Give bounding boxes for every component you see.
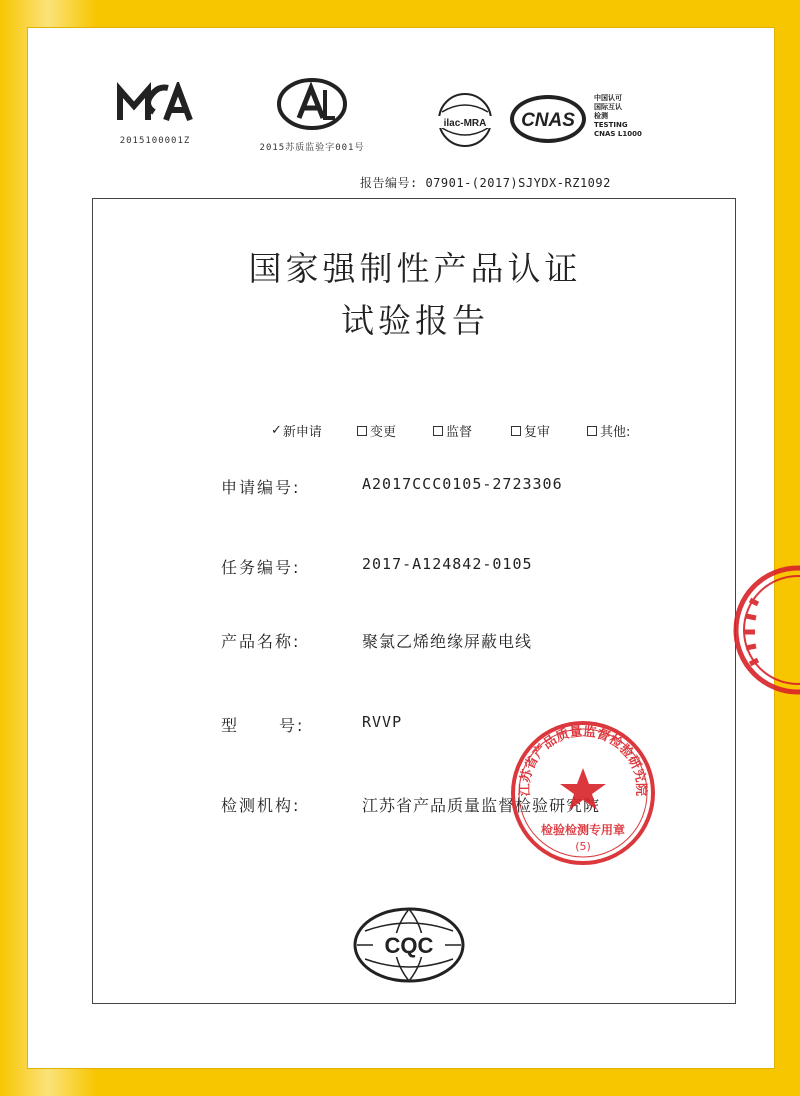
cnas-line: TESTING xyxy=(594,121,628,129)
option-label: 复审 xyxy=(524,425,551,440)
edge-seal-fragment xyxy=(728,560,800,700)
cal-logo-icon xyxy=(275,76,349,132)
checkbox-icon xyxy=(511,426,521,436)
field-label: 产品名称: xyxy=(221,632,301,651)
cqc-logo-icon xyxy=(351,905,467,985)
checkmark-icon: ✓ xyxy=(271,423,282,438)
option-label: 新申请 xyxy=(282,425,322,440)
field-value: 2017-A124842-0105 xyxy=(362,555,533,573)
cnas-line: 检测 xyxy=(594,112,608,120)
field-label: 检测机构: xyxy=(221,796,301,815)
cnas-logo-icon xyxy=(508,92,588,146)
cnas-caption xyxy=(594,94,664,139)
cqc-label: CQC xyxy=(384,933,434,958)
cal-code: 2015苏质监验字001号 xyxy=(259,143,365,153)
cma-code: 2015100001Z xyxy=(119,136,191,146)
field-value: A2017CCC0105-2723306 xyxy=(362,475,563,493)
option-label: 变更 xyxy=(370,425,397,440)
cnas-line: 中国认可 xyxy=(594,94,622,102)
field-value: 聚氯乙烯绝缘屏蔽电线 xyxy=(362,632,533,651)
page-subtitle: 试验报告 xyxy=(341,301,489,340)
ilac-mra-logo-icon xyxy=(430,92,500,152)
option-label: 其他: xyxy=(600,425,631,440)
cnas-line: 国际互认 xyxy=(594,103,622,111)
option-other xyxy=(587,421,630,440)
official-seal xyxy=(508,718,658,868)
checkbox-icon xyxy=(433,426,443,436)
ilac-logo-group xyxy=(430,92,500,152)
ilac-label: ilac-MRA xyxy=(443,118,487,129)
cma-logo-icon xyxy=(110,82,200,126)
cma-logo-group xyxy=(110,82,200,146)
seal-number: (5) xyxy=(575,840,591,853)
option-change xyxy=(357,421,396,440)
field-label-part: 号: xyxy=(279,716,305,735)
report-cover-box xyxy=(92,198,736,1004)
application-type-options xyxy=(271,421,711,441)
option-label: 监督 xyxy=(446,425,473,440)
seal-star-icon xyxy=(560,768,606,810)
option-new-application xyxy=(271,421,322,440)
option-review xyxy=(511,421,550,440)
checkbox-icon xyxy=(357,426,367,436)
field-label: 任务编号: xyxy=(221,558,301,577)
cnas-line: CNAS L1000 xyxy=(594,130,642,138)
cnas-logo-group xyxy=(508,92,588,146)
cnas-label: CNAS xyxy=(521,110,575,131)
certificate-sheet xyxy=(28,28,774,1068)
page-title: 国家强制性产品认证 xyxy=(248,249,582,288)
checkbox-icon xyxy=(587,426,597,436)
field-label: 申请编号: xyxy=(221,478,301,497)
cal-logo-group xyxy=(252,76,372,153)
option-supervision xyxy=(433,421,472,440)
seal-ring-text: 江苏省产品质量监督检验研究院 xyxy=(517,724,649,797)
logo-row xyxy=(28,28,774,178)
seal-center-text: 检验检测专用章 xyxy=(540,823,626,837)
field-value: RVVP xyxy=(362,713,403,731)
field-label-part: 型 xyxy=(221,716,240,735)
field-value: 江苏省产品质量监督检验研究院 xyxy=(362,796,601,815)
report-number: 报告编号: 07901-(2017)SJYDX-RZ1092 xyxy=(360,176,611,190)
